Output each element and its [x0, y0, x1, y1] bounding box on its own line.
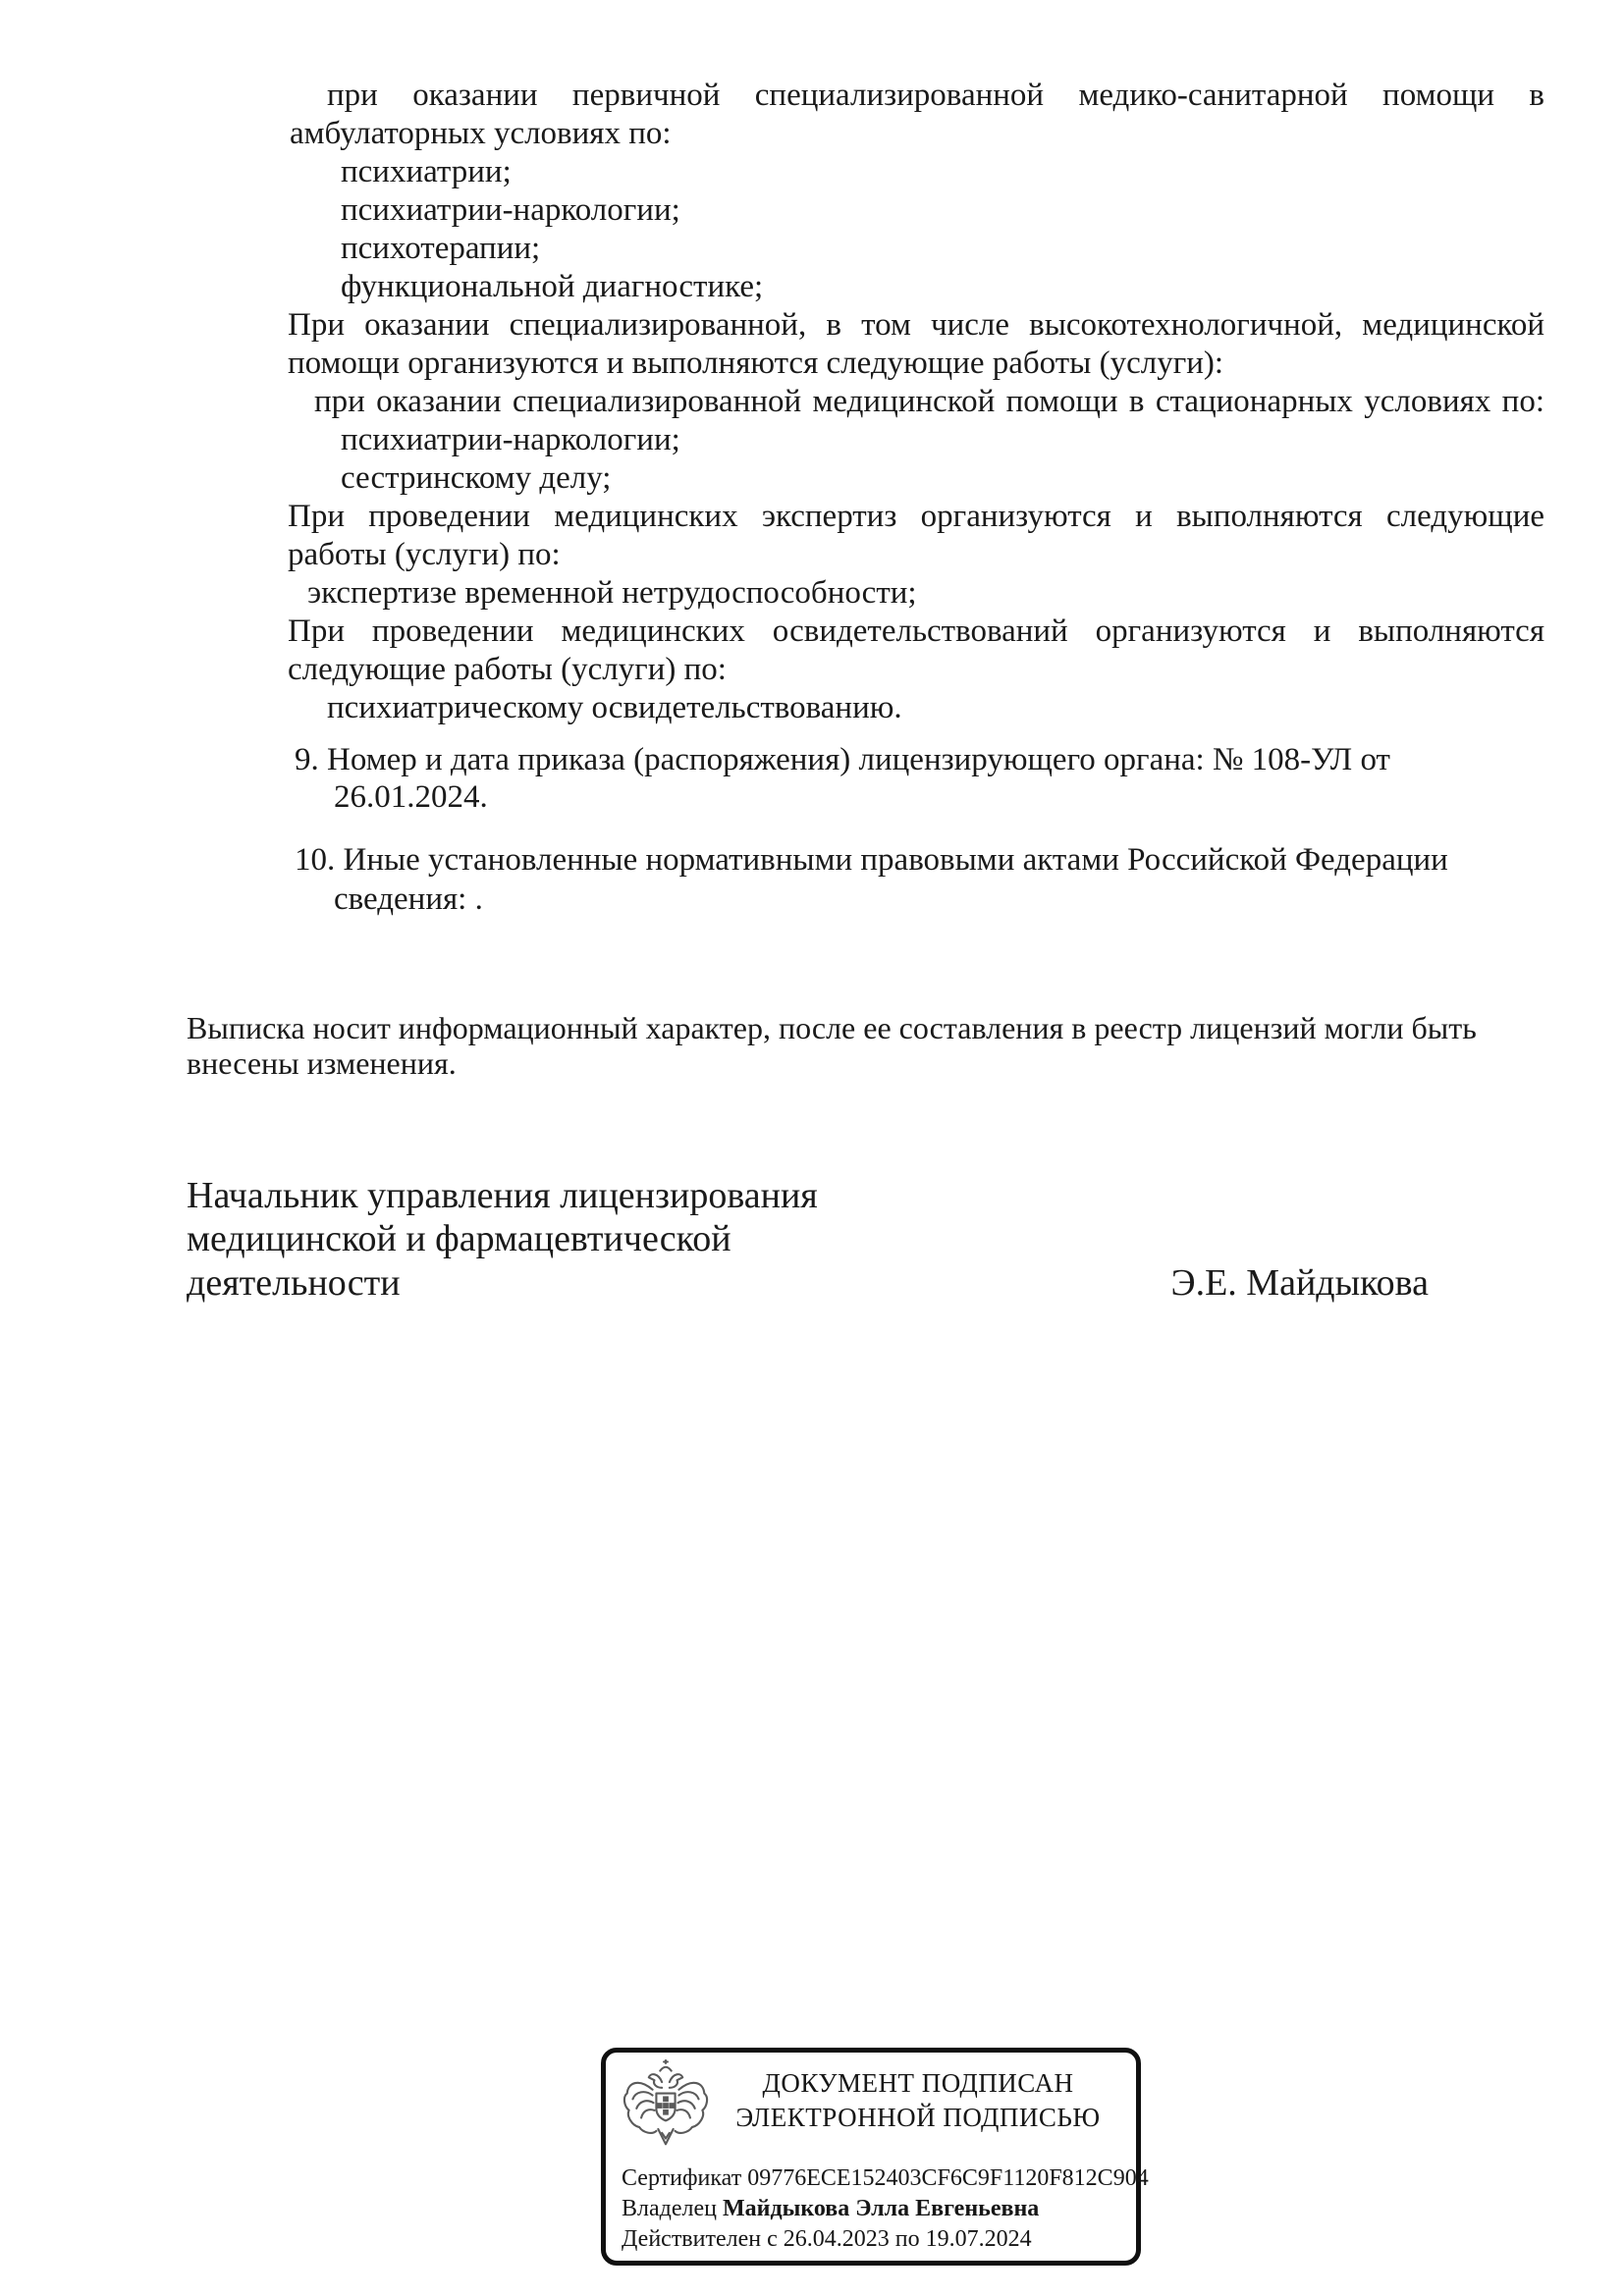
body-line: При проведении медицинских экспертиз организуются и выполняются следующие [288, 499, 1544, 534]
body-line: психиатрии; [341, 154, 512, 189]
body-line: При проведении медицинских освидетельствований организуются и выполняются [288, 614, 1544, 649]
body-line: При оказании специализированной, в том числе высокотехнологичной, медицинской [288, 307, 1544, 343]
stamp-title-line-1: ДОКУМЕНТ ПОДПИСАН [762, 2068, 1074, 2098]
owner-label: Владелец [622, 2196, 717, 2221]
item-9-line-1: 9. Номер и дата приказа (распоряжения) лицензирующего органа: № 108-УЛ от [295, 742, 1390, 777]
owner-line [622, 2194, 1149, 2224]
stamp-title-line-2: ЭЛЕКТРОННОЙ ПОДПИСЬЮ [735, 2103, 1101, 2132]
item-9-line-2: 26.01.2024. [334, 779, 488, 815]
stamp-title [716, 2066, 1120, 2135]
roszdravnadzor-emblem-icon [621, 2059, 711, 2154]
signer-position-line-1: Начальник управления лицензирования [187, 1175, 818, 1216]
note-line-2: внесены изменения. [187, 1045, 457, 1081]
body-line: экспертизе временной нетрудоспособности; [307, 575, 917, 611]
certificate-block [622, 2163, 1149, 2255]
signer-position-line-3: деятельности [187, 1262, 401, 1304]
certificate-line [622, 2163, 1149, 2194]
body-line: психиатрии-наркологии; [341, 192, 680, 228]
body-line: психотерапии; [341, 231, 541, 266]
certificate-number: 09776ECE152403CF6C9F1120F812C904 [747, 2165, 1149, 2191]
item-10-line-1: 10. Иные установленные нормативными правовыми актами Российской Федерации [295, 842, 1448, 878]
body-line: работы (услуги) по: [288, 537, 561, 572]
body-line: при оказании специализированной медицинской помощи в стационарных условиях по: [314, 384, 1544, 419]
body-line: следующие работы (услуги) по: [288, 652, 727, 687]
signer-position-line-2: медицинской и фармацевтической [187, 1218, 731, 1259]
item-10-line-2: сведения: . [334, 881, 483, 917]
body-line: сестринскому делу; [341, 460, 612, 496]
owner-name: Майдыкова Элла Евгеньевна [722, 2196, 1040, 2221]
body-line: психиатрическому освидетельствованию. [327, 690, 902, 725]
body-line: помощи организуются и выполняются следующие работы (услуги): [288, 346, 1224, 381]
electronic-signature-stamp [601, 2048, 1149, 2266]
signer-name: Э.Е. Майдыкова [1170, 1262, 1429, 1304]
certificate-label: Сертификат [622, 2165, 742, 2191]
body-line: психиатрии-наркологии; [341, 422, 680, 457]
validity-line: Действителен с 26.04.2023 по 19.07.2024 [622, 2226, 1032, 2252]
body-line: функциональной диагностике; [341, 269, 764, 304]
body-line: при оказании первичной специализированной медико-санитарной помощи в [327, 78, 1544, 113]
body-line: амбулаторных условиях по: [290, 116, 672, 151]
note-line-1: Выписка носит информационный характер, после ее составления в реестр лицензий могли быть [187, 1010, 1477, 1045]
